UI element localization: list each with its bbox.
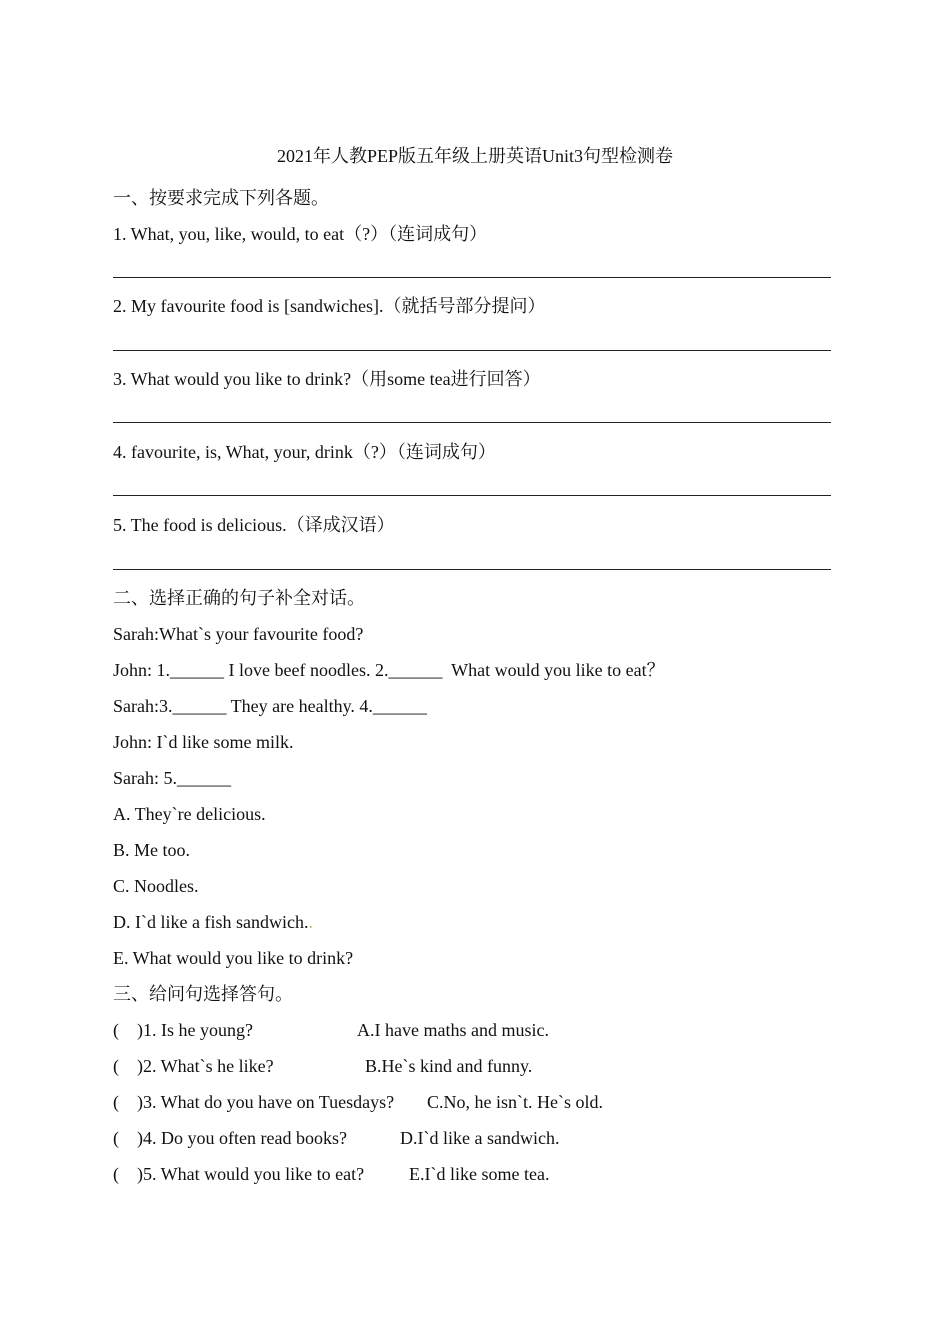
answer-b: B.He`s kind and funny. [365,1056,533,1076]
answer-line-2[interactable] [113,350,831,351]
section1-item-5: 5. The food is delicious.（译成汉语） [113,515,395,535]
answer-a: A.I have maths and music. [357,1020,549,1040]
dialogue-line-4: John: I`d like some milk. [113,732,294,752]
question-3: ( )3. What do you have on Tuesdays? [113,1092,395,1112]
option-d: D. I`d like a fish sandwich. [113,912,309,932]
option-a: A. They`re delicious. [113,804,266,824]
option-c: C. Noodles. [113,876,199,896]
section1-heading: 一、按要求完成下列各题。 [113,188,329,208]
dialogue-line-2: John: 1.______ I love beef noodles. 2.______ What would you like to eat？ [113,660,665,680]
section1-item-4: 4. favourite, is, What, your, drink（?）（连词成句） [113,442,496,462]
answer-line-1[interactable] [113,277,831,278]
answer-line-4[interactable] [113,495,831,496]
stray-dot: . [308,912,313,932]
page-title: 2021年人教PEP版五年级上册英语Unit3句型检测卷 [276,146,674,166]
section1-item-1: 1. What, you, like, would, to eat（?）（连词成句） [113,224,488,244]
answer-line-5[interactable] [113,569,831,570]
section3-heading: 三、给问句选择答句。 [113,984,293,1004]
option-e: E. What would you like to drink? [113,948,354,968]
section1-item-3: 3. What would you like to drink?（用some tea进行回答） [113,369,541,389]
dialogue-line-1: Sarah:What`s your favourite food? [113,624,364,644]
dialogue-line-5: Sarah: 5.______ [113,768,231,788]
answer-e: E.I`d like some tea. [409,1164,550,1184]
answer-c: C.No, he isn`t. He`s old. [427,1092,603,1112]
dialogue-line-3: Sarah:3.______ They are healthy. 4.______ [113,696,427,716]
option-d-row [113,910,313,934]
option-b: B. Me too. [113,840,191,860]
question-2: ( )2. What`s he like? [113,1056,274,1076]
answer-d: D.I`d like a sandwich. [400,1128,560,1148]
question-5: ( )5. What would you like to eat? [113,1164,365,1184]
section1-item-2: 2. My favourite food is [sandwiches].（就括号部分提问） [113,296,546,316]
question-4: ( )4. Do you often read books? [113,1128,347,1148]
question-1: ( )1. Is he young? [113,1020,253,1040]
answer-line-3[interactable] [113,422,831,423]
section2-heading: 二、选择正确的句子补全对话。 [113,588,365,608]
